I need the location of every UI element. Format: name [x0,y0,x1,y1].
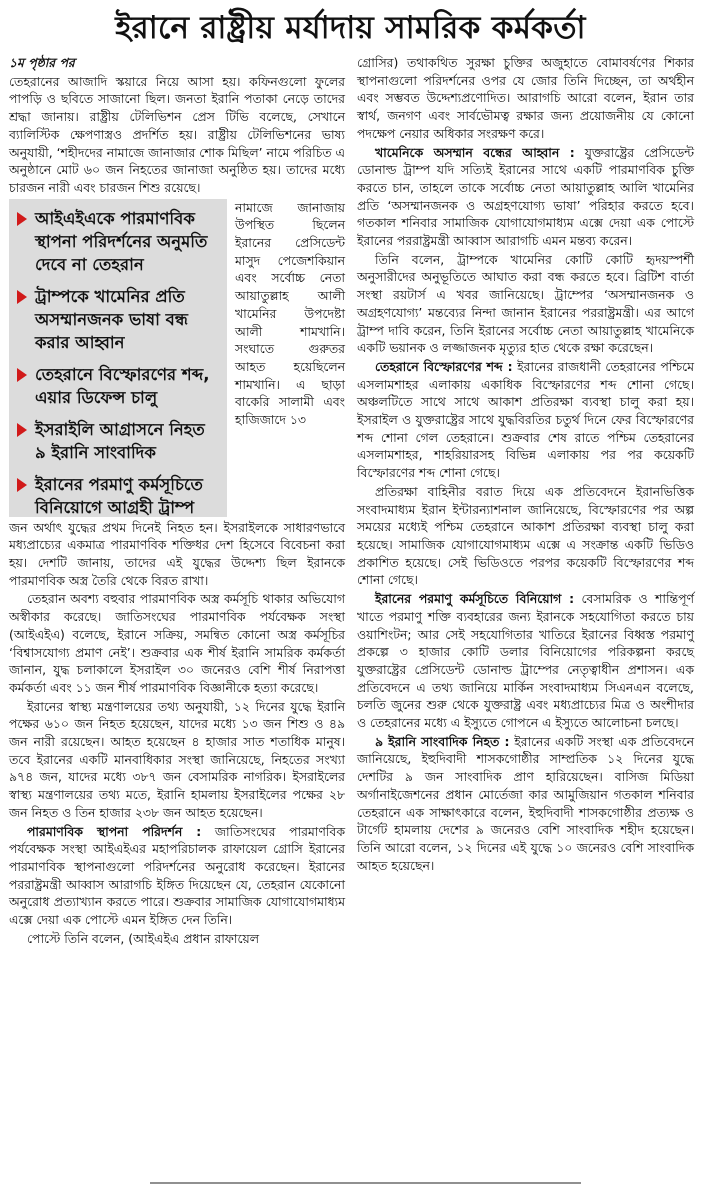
triangle-bullet-icon [17,478,27,492]
paragraph: নামাজে জানাজায় উপস্থিত ছিলেন ইরানের প্রেসিডেন্ট মাসুদ পেজেশকিয়ান এবং সর্বোচ্চ নেতা আয়াতুল্লাহ আলী খামেনির উপদেষ্টা আলী শামখানি। সংঘাতে গুরুতর আহত হয়েছিলেন শামখানি। এ ছাড়া বাকেরি সালামী এবং হাজিজাদে ১৩ [235,199,345,428]
triangle-bullet-icon [17,212,27,226]
paragraph: পোস্টে তিনি বলেন, (আইএইএ প্রধান রাফায়েল [27,930,259,946]
subheading: ৯ ইরানি সাংবাদিক নিহত : [375,733,510,749]
paragraph-body: বেসামরিক ও শান্তিপূর্ণ খাতে পরমাণু শক্তি ব্যবহারের জন্য ইরানকে সহযোগিতা করতে চায় ওয়াশিংটন; আর সেই সহযোগিতার খাতিরে ইরানের বিধ্বস্ত পরমাণু প্রকল্পে ৩ হাজার কোটি ডলার বিনিয়োগের পরিকল্পনা করছে যুক্তরাষ্ট্রের প্রেসিডেন্ট ডোনাল্ড ট্রাম্পের নেতৃত্বাধীন প্রশাসন। এক প্রতিবেদনে এ তথ্য জানিয়ে মার্কিন সংবাদমাধ্যম সিএনএন বলেছে, চলতি জুনের শুরু থেকে যুক্তরাষ্ট্র এবং মধ্যপ্রাচ্যের মিত্র ও অংশীদার ও তেহরানের মধ্যে এ ইস্যুতে গোপনে এ ইস্যুতে আলোচনা চলছে। [357,591,694,731]
cropped-next-headline-edge [150,1182,581,1194]
paragraph: তিনি বলেন, ট্রাম্পকে খামেনির কোটি কোটি হৃদয়স্পর্শী অনুসারীদের অনুভূতিতে আঘাত করা বন্ধ করতে হবে। ব্রিটিশ বার্তা সংস্থা রয়টার্স এ খবর জানিয়েছে। ট্রাম্পের ‘অসম্মানজনক ও অগ্রহণযোগ্য’ মন্তব্যের নিন্দা জানান ইরানের পররাষ্ট্রমন্ত্রী। এর আগে ট্রাম্প দাবি করেন, তিনি ইরানের সর্বোচ্চ নেতা আয়াতুল্লাহ খামেনিকে একটি ভয়ানক ও লজ্জাজনক মৃত্যুর হাত থেকে রক্ষা করেছেন। [357,251,694,356]
paragraph: গ্রোসির) তথাকথিত সুরক্ষা চুক্তির অজুহাতে বোমাবর্ষণের শিকার স্থাপনাগুলো পরিদর্শনের ওপর যে জোর তিনি দিচ্ছেন, তা অর্থহীন এবং সম্ভবত উদ্দেশ্যপ্রণোদিত। আরাগচি আরো বলেন, ইরান তার স্বার্থ, জনগণ এবং সার্বভৌমত্ব রক্ষার জন্য প্রয়োজনীয় যে কোনো পদক্ষেপ নেয়ার অধিকার সংরক্ষণ করে। [357,55,694,141]
summary-item-text: ইরানের পরমাণু কর্মসূচিতে বিনিয়োগে আগ্রহী ট্রাম্প [35,474,203,517]
summary-item [15,363,221,409]
paragraph: প্রতিরক্ষা বাহিনীর বরাত দিয়ে এক প্রতিবেদনে ইরানভিত্তিক সংবাদমাধ্যম ইরান ইন্টারন্যাশনাল জানিয়েছে, বিস্ফোরণের পর অল্প সময়ের মধ্যেই পশ্চিম তেহরানে আকাশ প্রতিরক্ষা ব্যবস্থা চালু করা হয়েছে। সামাজিক যোগাযোগমাধ্যম এক্সে এ সংক্রান্ত একটি ভিডিও প্রকাশিত হয়েছে। সেই ভিডিওতে পরপর কয়েকটি বিস্ফোরণের শব্দ শোনা গেছে। [357,483,694,588]
subheading: তেহরানে বিস্ফোরণের শব্দ : [375,358,513,374]
paragraph-body: ইরানের একটি সংস্থা এক প্রতিবেদনে জানিয়েছে, ইহুদিবাদী শাসকগোষ্ঠীর সাম্প্রতিক ১২ দিনের যুদ্ধে দেশটির ৯ জন সাংবাদিক প্রাণ হারিয়েছেন। বাসিজ মিডিয়া অর্গানাইজেশনের প্রধান মোর্তেজা কার আমুজিয়ান গতকাল শনিবার তেহরানে এক সাক্ষাৎকারে বলেন, ইহুদিবাদী শাসকগোষ্ঠীর প্রত্যক্ষ ও টার্গেট হামলায় দেশের ৯ জনেরও বেশি সাংবাদিক শহীদ হয়েছেন। তিনি আরো বলেন, ১২ দিনের এই যুদ্ধে ১০ জনেরও বেশি সাংবাদিক আহত হয়েছেন। [357,733,694,873]
summary-item [15,418,221,464]
continued-label: ১ম পৃষ্ঠার পর [9,55,75,70]
paragraph-body: ইরানের রাজধানী তেহরানের পশ্চিমে এসলামশাহর এলাকায় একাধিক বিস্ফোরণের শব্দ শোনা গেছে। অঞ্চলটিতে সাথে সাথে আকাশ প্রতিরক্ষা ব্যবস্থা চালু করা হয়। ইসরাইল ও যুক্তরাষ্ট্রের সাথে যুদ্ধবিরতির চতুর্থ দিনে ফের বিস্ফোরণের শব্দ শোনা গেল তেহরানে। শুক্রবার শেষ রাতে পশ্চিম তেহরানের এসলামশাহর, শাহরিয়ারসহ বিভিন্ন এলাকায় পর পর কয়েকটি বিস্ফোরণের শব্দ শোনা গেছে। [357,358,694,481]
paragraph: তেহরান অবশ্য বহুবার পারমাণবিক অস্ত্র কর্মসূচি থাকার অভিযোগ অস্বীকার করেছে। জাতিসংঘের পারমাণবিক পর্যবেক্ষক সংস্থা (আইএইএ) বলেছে, ইরানে সক্রিয়, সমন্বিত কোনো অস্ত্র কর্মসূচির ‘বিশ্বাসযোগ্য প্রমাণ নেই’। শুক্রবার এক শীর্ষ ইরানি সামরিক কর্মকর্তা জানান, যুদ্ধ চলাকালে ইসরাইল ৩০ জনেরও বেশি শীর্ষ নিরাপত্তা কর্মকর্তা এবং ১১ জন শীর্ষ পারমাণবিক বিজ্ঞানীকে হত্যা করেছে। [9,591,345,695]
summary-section [9,199,345,517]
paragraph [9,54,345,72]
paragraph [9,823,345,929]
headline: ইরানে রাষ্ট্রীয় মর্যাদায় সামরিক কর্মকর্তা [115,10,586,46]
paragraph [357,733,694,875]
summary-item [15,473,221,519]
summary-item-text: ইসরাইলি আগ্রাসনে নিহত ৯ ইরানি সাংবাদিক [35,419,205,462]
subheading: ইরানের পরমাণু কর্মসূচিতে বিনিয়োগ : [375,591,575,607]
paragraph [357,144,694,250]
summary-item-text: তেহরানে বিস্ফোরণের শব্দ, এয়ার ডিফেন্স চালু [35,364,210,407]
paragraph-body: যুক্তরাষ্ট্রের প্রেসিডেন্ট ডোনাল্ড ট্রাম্প যদি সত্যিই ইরানের সাথে একটি পারমাণবিক চুক্তি করতে চান, তাহলে তাকে সর্বোচ্চ নেতা আয়াতুল্লাহ আলি খামেনির প্রতি ‘অসম্মানজনক ও অগ্রহণযোগ্য ভাষা’ পরিহার করতে হবে। গতকাল শনিবার সামাজিক যোগাযোগমাধ্যম এক্সে দেয়া এক পোস্টে ইরানের পররাষ্ট্রমন্ত্রী আব্বাস আরাগচি এমন মন্তব্য করেন। [357,144,694,249]
paragraph [357,590,694,732]
subheading: পারমাণবিক স্থাপনা পরিদর্শন : [27,823,202,839]
paragraph: জন অর্থাৎ যুদ্ধের প্রথম দিনেই নিহত হন। ইসরাইলকে সাধারণভাবে মধ্যপ্রাচ্যের একমাত্র পারমাণবিক শক্তিধর দেশ হিসেবে বিবেচনা করা হয়। দেশটি জানায়, তাদের এই যুদ্ধের উদ্দেশ্য ছিল ইরানকে পারমাণবিক অস্ত্র তৈরি থেকে বিরত রাখা। [9,519,345,588]
summary-item-text: ট্রাম্পকে খামেনির প্রতি অসম্মানজনক ভাষা বন্ধ করার আহ্বান [35,286,188,352]
paragraph-body: জাতিসংঘের পারমাণবিক পর্যবেক্ষক সংস্থা আইএইএর মহাপরিচালক রাফায়েল গ্রোসি ইরানের পারমাণবিক স্থাপনাগুলো পরিদর্শনের অনুরোধ করেছেন। ইরানের পররাষ্ট্রমন্ত্রী আব্বাস আরাগচি ইঙ্গিত দিয়েছেন যে, তেহরান যেকোনো অনুরোধ প্রত্যাখ্যান করতে পারে। শুক্রবার সামাজিক যোগাযোগমাধ্যম এক্সে দেয়া এক পোস্টে এমন ইঙ্গিত দেন তিনি। [9,823,345,928]
paragraph: ইরানের স্বাস্থ্য মন্ত্রণালয়ের তথ্য অনুযায়ী, ১২ দিনের যুদ্ধে ইরানি পক্ষের ৬১০ জন নিহত হয়েছেন, যাদের মধ্যে ১৩ জন শিশু ও ৪৯ জন নারী রয়েছেন। আহত হয়েছেন ৪ হাজার সাত শতাধিক মানুষ। তবে ইরানের একটি মানবাধিকার সংস্থা জানিয়েছে, নিহতের সংখ্যা ৯৭৪ জন, যাদের মধ্যে ৩৮৭ জন বেসামরিক নাগরিক। ইসরাইলের স্বাস্থ্য মন্ত্রণালয়ের তথ্য মতে, ইরানি হামলায় ইসরাইলের পক্ষের ২৮ জন নিহত ও তিন হাজার ২৩৮ জন আহত হয়েছেন। [9,698,345,820]
triangle-bullet-icon [17,368,27,382]
triangle-bullet-icon [17,290,27,304]
paragraph: তেহরানের আজাদি স্কয়ারে নিয়ে আসা হয়। কফিনগুলো ফুলের পাপড়ি ও ছবিতে সাজানো ছিল। জনতা ইরানি পতাকা নেড়ে তাদের শ্রদ্ধা জানায়। রাষ্ট্রীয় টেলিভিশন প্রেস টিভি বলেছে, সেখানে ব্যালিস্টিক ক্ষেপণাস্ত্রও প্রদর্শিত হয়। রাষ্ট্রীয় টেলিভিশনের ভাষ্য অনুযায়ী, ‘শহীদদের নামাজে জানাজার শোক মিছিল’ নামে পরিচিত এ অনুষ্ঠানে মোট ৬০ জন নিহতের জানাজা অনুষ্ঠিত হয়। তাদের মধ্যে চারজন নারী এবং চারজন শিশু রয়েছে। [9,73,345,195]
summary-item-text: আইএইএকে পারমাণবিক স্থাপনা পরিদর্শনের অনুমতি দেবে না তেহরান [35,208,208,274]
summary-item [15,285,221,354]
article-column-left [9,54,345,949]
paragraph [357,358,694,482]
summary-item [15,207,221,276]
article-column-right [357,54,694,875]
triangle-bullet-icon [17,423,27,437]
subheading: খামেনিকে অসম্মান বন্ধের আহ্বান : [375,144,575,160]
summary-box [9,199,227,517]
